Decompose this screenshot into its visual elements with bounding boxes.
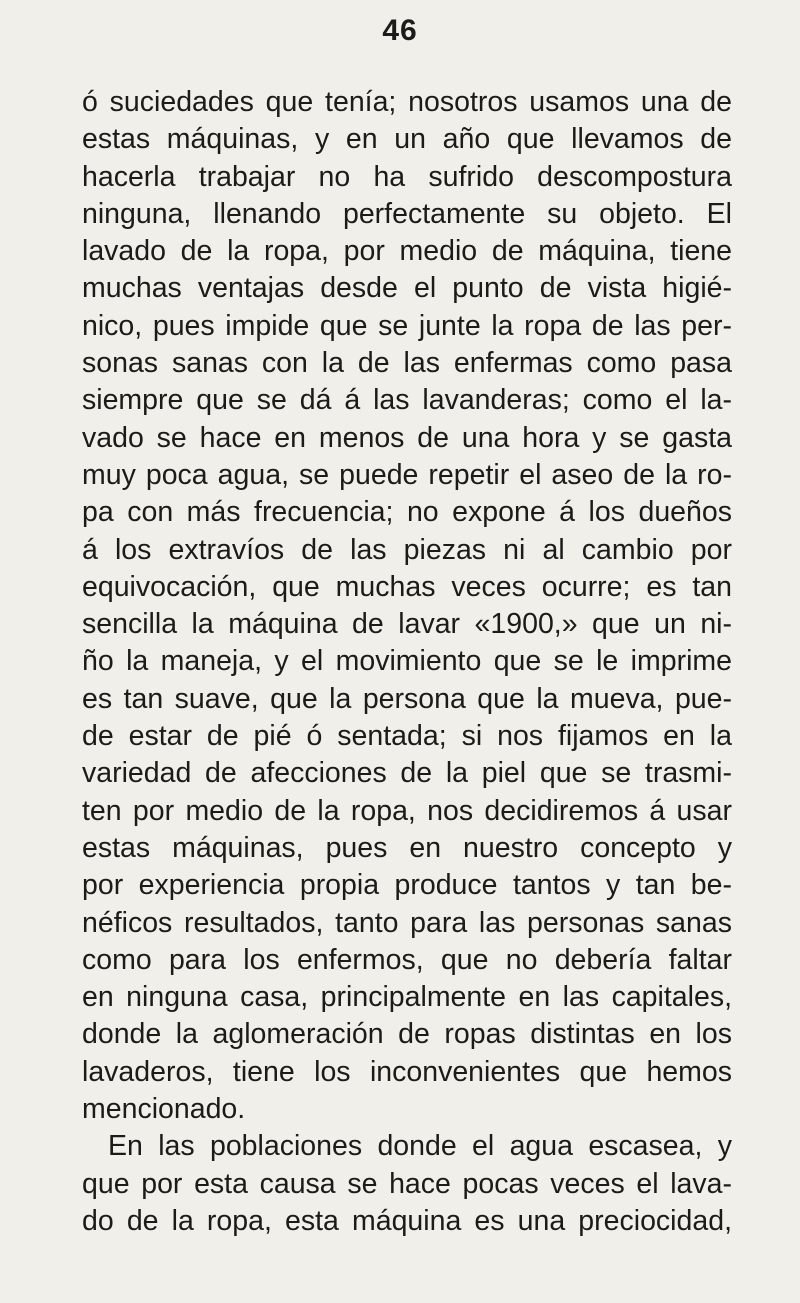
text-line: á los extravíos de las piezas ni al cambio por <box>82 533 732 566</box>
text-line: do de la ropa, esta máquina es una preciocidad, <box>82 1204 732 1237</box>
page-number: 46 <box>382 14 418 47</box>
text-line: muchas ventajas desde el punto de vista higié- <box>82 272 732 305</box>
text-line: vado se hace en menos de una hora y se gasta <box>82 421 732 454</box>
text-line: estas máquinas, y en un año que llevamos de <box>82 123 732 156</box>
text-line: de estar de pié ó sentada; si nos fijamos en la <box>82 720 732 753</box>
text-line: ño la maneja, y el movimiento que se le imprime <box>82 645 732 678</box>
text-line: pa con más frecuencia; no expone á los dueños <box>82 496 732 529</box>
text-line: ninguna, llenando perfectamente su objeto. El <box>82 197 732 230</box>
text-line: ó suciedades que tenía; nosotros usamos una de <box>82 86 732 118</box>
paragraph-end-line: mencionado. <box>82 1093 246 1126</box>
text-line: nico, pues impide que se junte la ropa de las per- <box>82 309 732 342</box>
text-line: estas máquinas, pues en nuestro concepto y <box>82 831 732 864</box>
text-line: sencilla la máquina de lavar «1900,» que un ni- <box>82 608 732 641</box>
text-line: lavaderos, tiene los inconvenientes que hemos <box>82 1055 732 1088</box>
text-line: siempre que se dá á las lavanderas; como el la- <box>82 384 732 417</box>
text-line: sonas sanas con la de las enfermas como pasa <box>82 347 732 380</box>
text-line: que por esta causa se hace pocas veces el lava- <box>82 1167 732 1200</box>
text-line: ten por medio de la ropa, nos decidiremos á usar <box>82 794 732 827</box>
text-line: néficos resultados, tanto para las personas sanas <box>82 906 732 939</box>
text-line: muy poca agua, se puede repetir el aseo de la ro- <box>82 458 732 491</box>
text-line: como para los enfermos, que no debería faltar <box>82 943 732 976</box>
body-text <box>82 84 732 1240</box>
text-line: hacerla trabajar no ha sufrido descompostura <box>82 160 732 193</box>
paragraph-start-line: En las poblaciones donde el agua escasea, y <box>108 1130 732 1163</box>
text-line: en ninguna casa, principalmente en las capitales, <box>82 981 732 1014</box>
text-line: lavado de la ropa, por medio de máquina, tiene <box>82 235 732 268</box>
text-line: es tan suave, que la persona que la mueva, pue- <box>82 682 732 715</box>
text-line: donde la aglomeración de ropas distintas en los <box>82 1018 732 1051</box>
text-line: equivocación, que muchas veces ocurre; es tan <box>82 570 732 603</box>
text-line: por experiencia propia produce tantos y tan be- <box>82 869 732 902</box>
text-line: variedad de afecciones de la piel que se trasmi- <box>82 757 732 790</box>
